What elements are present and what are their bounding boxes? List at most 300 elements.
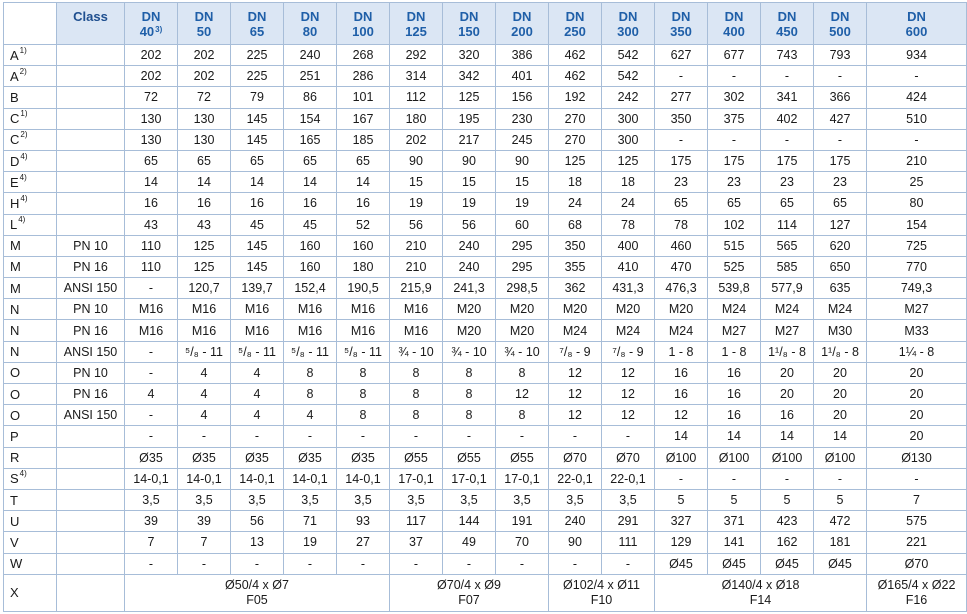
value-cell: 165 [284,129,337,150]
value-cell: - [708,468,761,489]
value-cell: 4 [178,384,231,405]
value-cell: 410 [602,256,655,277]
dn-header-0 [125,3,178,45]
value-cell: - [708,66,761,87]
value-cell: 286 [337,66,390,87]
value-cell: 17-0,1 [443,468,496,489]
value-cell: Ø55 [390,447,443,468]
value-cell: M16 [125,299,178,320]
value-cell: 190,5 [337,278,390,299]
value-cell: 90 [549,532,602,553]
value-cell: 210 [390,256,443,277]
value-cell: ⁵/₈ - 11 [337,341,390,362]
value-cell: 125 [178,256,231,277]
class-cell [57,426,125,447]
value-cell: M16 [178,320,231,341]
value-cell: 175 [814,150,867,171]
value-cell: 270 [549,108,602,129]
class-cell [57,511,125,532]
table-row [4,405,967,426]
value-cell: 160 [337,235,390,256]
value-cell: Ø45 [814,553,867,574]
value-cell: 277 [655,87,708,108]
value-cell: 510 [867,108,967,129]
dimension-label [4,235,57,256]
value-cell: Ø45 [761,553,814,574]
value-cell: 295 [496,235,549,256]
flange-group [125,574,390,611]
dn-size [708,24,760,39]
dimension-letter: O [10,407,21,423]
value-cell: Ø45 [708,553,761,574]
flange-code: F14 [749,592,772,607]
dimension-letter: M [10,259,21,275]
dimension-letter: P [10,428,19,444]
value-cell: 476,3 [655,278,708,299]
table-row [4,489,967,510]
value-cell: 56 [231,511,284,532]
dn-prefix: DN [194,8,214,24]
table-row [4,256,967,277]
value-cell: 542 [602,45,655,66]
class-cell: ANSI 150 [57,278,125,299]
value-cell: 240 [549,511,602,532]
value-cell: 129 [655,532,708,553]
value-cell: M20 [496,299,549,320]
value-cell: 125 [602,150,655,171]
class-cell [57,66,125,87]
value-cell: Ø55 [496,447,549,468]
flange-group [655,574,867,611]
value-cell: - [496,553,549,574]
class-cell [57,45,125,66]
dn-size-value: 80 [302,23,318,39]
value-cell: 215,9 [390,278,443,299]
dn-size [761,24,813,39]
dimension-label [4,320,57,341]
class-cell: ANSI 150 [57,405,125,426]
class-cell [57,447,125,468]
dn-size [549,24,601,39]
value-cell: 635 [814,278,867,299]
dn-size-value: 200 [511,23,533,39]
table-row [4,193,967,214]
value-cell: 342 [443,66,496,87]
value-cell: 1 - 8 [708,341,761,362]
dimension-letter: M [10,280,21,296]
value-cell: 12 [549,384,602,405]
value-cell: M16 [284,299,337,320]
value-cell: 515 [708,235,761,256]
table-row [4,362,967,383]
dimension-label [4,299,57,320]
value-cell: 302 [708,87,761,108]
value-cell: - [443,426,496,447]
flange-code: F07 [458,592,480,607]
class-cell [57,172,125,193]
value-cell: 1¼ - 8 [867,341,967,362]
value-cell: 65 [708,193,761,214]
value-cell: M16 [390,299,443,320]
class-cell [57,532,125,553]
value-cell: 749,3 [867,278,967,299]
value-cell: 16 [178,193,231,214]
value-cell: 15 [496,172,549,193]
value-cell: Ø70 [549,447,602,468]
value-cell: M30 [814,320,867,341]
value-cell: 17-0,1 [390,468,443,489]
value-cell: M16 [390,320,443,341]
value-cell: 300 [602,129,655,150]
value-cell: 56 [443,214,496,235]
value-cell: 4 [125,384,178,405]
table-row [4,66,967,87]
class-cell: PN 10 [57,299,125,320]
value-cell: 4 [231,405,284,426]
value-cell: 125 [549,150,602,171]
value-cell: 8 [443,362,496,383]
value-cell: 39 [178,511,231,532]
dn-size-value: 600 [905,23,928,39]
dn-header-11 [708,3,761,45]
value-cell: 27 [337,532,390,553]
class-cell [57,193,125,214]
value-cell: 17-0,1 [496,468,549,489]
dimension-label [4,447,57,468]
value-cell: 12 [655,405,708,426]
value-cell: 195 [443,108,496,129]
value-cell: M24 [655,320,708,341]
class-cell [57,214,125,235]
table-row [4,468,967,489]
value-cell: 160 [284,235,337,256]
value-cell: 8 [390,405,443,426]
value-cell: 386 [496,45,549,66]
value-cell: 154 [284,108,337,129]
value-cell: 1¹/₈ - 8 [761,341,814,362]
value-cell: 78 [602,214,655,235]
value-cell: 221 [867,532,967,553]
dimension-label [4,172,57,193]
value-cell: 8 [496,405,549,426]
value-cell: 110 [125,235,178,256]
value-cell: 4 [231,362,284,383]
footnote-marker: 2) [20,130,28,140]
dn-size [443,24,495,39]
dn-size-value: 500 [829,23,851,39]
flange-group [549,574,655,611]
value-cell: - [284,553,337,574]
value-cell: 79 [231,87,284,108]
value-cell: 8 [496,362,549,383]
dimension-label [4,214,57,235]
value-cell: 16 [655,384,708,405]
value-cell: 175 [655,150,708,171]
value-cell: 650 [814,256,867,277]
value-cell: 12 [602,362,655,383]
value-cell: - [390,426,443,447]
value-cell: 291 [602,511,655,532]
value-cell: 65 [178,150,231,171]
value-cell: 80 [867,193,967,214]
dimension-label [4,362,57,383]
value-cell: 60 [496,214,549,235]
dn-size-value: 150 [458,23,480,39]
value-cell: 743 [761,45,814,66]
value-cell: 65 [814,193,867,214]
class-cell [57,129,125,150]
dimension-label [4,87,57,108]
dn-header-9 [602,3,655,45]
value-cell: 175 [761,150,814,171]
value-cell: - [125,278,178,299]
value-cell: 539,8 [708,278,761,299]
class-cell: PN 16 [57,320,125,341]
value-cell: 8 [390,384,443,405]
value-cell: 8 [390,362,443,383]
value-cell: 16 [708,362,761,383]
value-cell: Ø100 [814,447,867,468]
dn-size-value: 50 [196,23,212,39]
value-cell: 431,3 [602,278,655,299]
value-cell: 175 [708,150,761,171]
value-cell: 677 [708,45,761,66]
value-cell: 167 [337,108,390,129]
value-cell: - [655,129,708,150]
class-cell: PN 16 [57,384,125,405]
value-cell: 125 [443,87,496,108]
value-cell: 230 [496,108,549,129]
value-cell: 162 [761,532,814,553]
footnote-marker: 3) [155,24,163,34]
dn-prefix: DN [459,8,479,24]
value-cell: 20 [814,384,867,405]
value-cell: M27 [708,320,761,341]
value-cell: 15 [443,172,496,193]
value-cell: 16 [708,405,761,426]
dimension-label [4,384,57,405]
value-cell: 15 [390,172,443,193]
dn-header-12 [761,3,814,45]
dimension-label [4,405,57,426]
value-cell: 191 [496,511,549,532]
flange-group [390,574,549,611]
value-cell: M20 [602,299,655,320]
value-cell: M20 [443,299,496,320]
value-cell: 22-0,1 [549,468,602,489]
value-cell: 16 [231,193,284,214]
value-cell: 19 [284,532,337,553]
dimension-letter: B [10,89,19,105]
value-cell: - [125,426,178,447]
value-cell: Ø35 [284,447,337,468]
value-cell: 19 [443,193,496,214]
value-cell: 24 [549,193,602,214]
dn-size [125,24,177,39]
class-cell [57,108,125,129]
table-row [4,278,967,299]
table-row [4,172,967,193]
value-cell: 23 [708,172,761,193]
dimension-letter: L [10,217,18,233]
value-cell: 202 [390,129,443,150]
dimension-label [4,489,57,510]
value-cell: 400 [602,235,655,256]
value-cell: - [178,553,231,574]
value-cell: 12 [549,362,602,383]
table-row [4,45,967,66]
dn-size-value: 450 [776,23,798,39]
dimension-letter: O [10,365,21,381]
footnote-marker: 4) [20,193,28,203]
dn-size-value: 250 [564,23,586,39]
value-cell: 210 [390,235,443,256]
value-cell: 16 [761,405,814,426]
value-cell: M24 [761,299,814,320]
value-cell: 65 [655,193,708,214]
dimension-label [4,426,57,447]
dn-prefix: DN [353,8,373,24]
value-cell: ¾ - 10 [496,341,549,362]
value-cell: 93 [337,511,390,532]
value-cell: 37 [390,532,443,553]
value-cell: 20 [867,362,967,383]
value-cell: 39 [125,511,178,532]
value-cell: 350 [549,235,602,256]
table-body [4,45,967,612]
value-cell: 341 [761,87,814,108]
value-cell: ¾ - 10 [390,341,443,362]
table-row [4,553,967,574]
flange-dims: Ø102/4 x Ø11 [563,577,640,592]
dn-size-value: 40 [139,23,155,39]
value-cell: 20 [761,384,814,405]
value-cell: Ø35 [231,447,284,468]
value-cell: - [178,426,231,447]
value-cell: ⁷/₈ - 9 [602,341,655,362]
dn-size-value: 350 [670,23,692,39]
footnote-marker: 4) [18,215,26,225]
value-cell: 3,5 [284,489,337,510]
value-cell: 240 [443,256,496,277]
value-cell: 7 [178,532,231,553]
value-cell: 120,7 [178,278,231,299]
value-cell: 72 [125,87,178,108]
dn-header-4 [337,3,390,45]
value-cell: 65 [761,193,814,214]
flange-code: F05 [246,592,268,607]
dimension-letter: H [10,195,20,211]
dimension-letter: C [10,132,20,148]
value-cell: Ø100 [708,447,761,468]
value-cell: - [867,66,967,87]
dn-size-value: 125 [405,23,427,39]
dimension-label: X [4,574,57,611]
value-cell: 3,5 [443,489,496,510]
value-cell: ⁵/₈ - 11 [231,341,284,362]
value-cell: - [655,66,708,87]
dimension-letter: V [10,534,19,550]
value-cell: M16 [337,299,390,320]
dimension-letter: O [10,386,21,402]
value-cell: 770 [867,256,967,277]
dn-size [337,24,389,39]
value-cell: - [125,553,178,574]
value-cell: 542 [602,66,655,87]
dn-header-8 [549,3,602,45]
value-cell: 130 [178,129,231,150]
value-cell: 19 [390,193,443,214]
table-row [4,150,967,171]
value-cell: 3,5 [549,489,602,510]
dimension-label [4,129,57,150]
value-cell: 154 [867,214,967,235]
value-cell: 3,5 [390,489,443,510]
value-cell: 117 [390,511,443,532]
dimension-label [4,553,57,574]
table-row [4,320,967,341]
value-cell: 268 [337,45,390,66]
value-cell: 402 [761,108,814,129]
value-cell: 130 [125,129,178,150]
dn-size [655,24,707,39]
value-cell: 52 [337,214,390,235]
value-cell: 125 [178,235,231,256]
value-cell: 401 [496,66,549,87]
dn-size [814,24,866,39]
value-cell: 45 [284,214,337,235]
dn-header-2 [231,3,284,45]
dn-header-7 [496,3,549,45]
value-cell: 145 [231,256,284,277]
value-cell: Ø100 [655,447,708,468]
value-cell: 620 [814,235,867,256]
value-cell: - [284,426,337,447]
dn-header-1 [178,3,231,45]
value-cell: 5 [761,489,814,510]
value-cell: 1 - 8 [655,341,708,362]
value-cell: 4 [231,384,284,405]
dn-size [231,24,283,39]
value-cell: 16 [284,193,337,214]
footnote-marker: 1) [20,109,28,119]
flange-code: F10 [590,592,613,607]
value-cell: 245 [496,129,549,150]
value-cell: 65 [284,150,337,171]
dn-header-13 [814,3,867,45]
class-cell [57,553,125,574]
value-cell: 16 [125,193,178,214]
flange-dims: Ø140/4 x Ø18 [721,577,800,592]
footnote-marker: 4) [20,151,28,161]
footnote-marker: 2) [19,66,27,76]
value-cell: Ø35 [337,447,390,468]
dn-prefix: DN [300,8,320,24]
value-cell: 20 [867,426,967,447]
class-cell: PN 10 [57,362,125,383]
value-cell: 8 [284,362,337,383]
class-cell: PN 10 [57,235,125,256]
dn-prefix: DN [671,8,691,24]
value-cell: - [125,405,178,426]
value-cell: - [708,129,761,150]
dimension-letter: N [10,323,20,339]
value-cell: 3,5 [496,489,549,510]
value-cell: 5 [655,489,708,510]
value-cell: - [602,553,655,574]
value-cell: 145 [231,108,284,129]
value-cell: 7 [867,489,967,510]
